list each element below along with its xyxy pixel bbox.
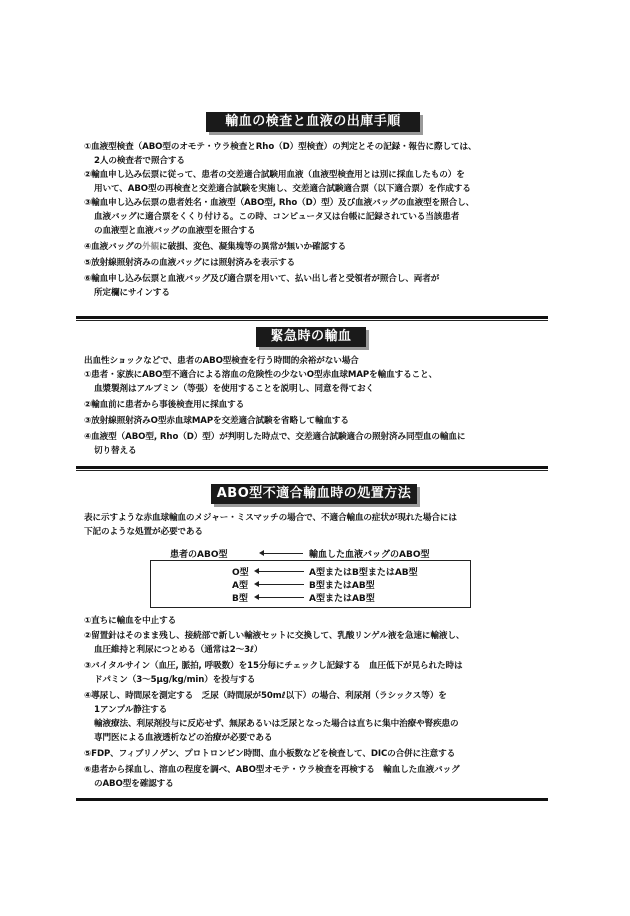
s3-line-5: ドパミン（3～5μg/kg/min）を投与する (94, 675, 256, 685)
row2-arrow (258, 584, 304, 585)
s3-intro-1: 表に示すような赤血球輸血のメジャー・ミスマッチの場合で、不適合輸血の症状が現れた場合には (84, 513, 457, 523)
divider-3 (76, 798, 548, 801)
divider-1 (76, 316, 548, 319)
table-header-bag: 輸血した血液バッグのABO型 (309, 550, 430, 560)
s1-line-10: ⑥輸血申し込み伝票と血液バッグ及び適合票を用いて、払い出し者と受領者が照合し、両者が (84, 274, 440, 284)
s2-line-7: 切り替える (94, 446, 137, 456)
divider-2 (76, 466, 548, 469)
s3-line-11: ⑥患者から採血し、溶血の程度を調べ、ABO型オモテ・ウラ検査を再検する 輸血した血液バッグ (84, 765, 460, 775)
s1-line-5: ③輸血申し込み伝票の患者姓名・血液型（ABO型, Rho（D）型）及び血液バッグの血液型を照合し、 (84, 198, 475, 208)
row1-bag: A型またはB型またはAB型 (309, 568, 418, 578)
s3-line-12: のABO型を確認する (94, 779, 174, 789)
s2-line-2: ①患者・家族にABO型不適合による溶血の危険性の少ないO型赤血球MAPを輸血すること、 (84, 370, 438, 380)
s1-line-8-a: ④血液バッグの (84, 242, 143, 252)
s3-line-2: ②留置針はそのまま残し、接続部で新しい輸液セットに交換して、乳酸リンゲル液を急速に輸液し、 (84, 631, 465, 641)
s1-line-2: 2人の検査者で照合する (94, 156, 185, 166)
s3-line-4: ③バイタルサイン（血圧, 脈拍, 呼吸数）を15分毎にチェックし記録する 血圧低下が見られた時は (84, 661, 463, 671)
s2-line-6: ④血液型（ABO型, Rho（D）型）が判明した時点で、交差適合試験適合の照射済み同型血の輸血に (84, 432, 466, 442)
s1-line-3: ②輸血申し込み伝票に従って、患者の交差適合試験用血液（血液型検査用とは別に採血したもの）を (84, 170, 465, 180)
s3-line-3: 血圧維持と利尿につとめる（通常は2～3ℓ） (94, 645, 263, 655)
s3-line-7: 1アンプル静注する (94, 705, 168, 715)
s3-line-1: ①直ちに輸血を中止する (84, 616, 177, 626)
s1-line-8-highlight: 外観 (142, 242, 160, 252)
row2-bag: B型またはAB型 (309, 581, 375, 591)
s3-line-10: ⑤FDP、フィブリノゲン、プロトロンビン時間、血小板数などを検査して、DICの合併に注意する (84, 749, 456, 759)
s3-line-9: 専門医による血液透析などの治療が必要である (94, 733, 273, 743)
s1-line-8-b: に破損、変色、凝集塊等の異常が無いか確認する (159, 242, 347, 252)
s3-intro-2: 下記のような処置が必要である (84, 527, 203, 537)
row1-patient: O型 (232, 568, 249, 578)
row3-patient: B型 (232, 594, 248, 604)
section-title-abo-mismatch: ABO型不適合輸血時の処置方法 (211, 484, 417, 504)
s2-line-1: 出血性ショックなどで、患者のABO型検査を行う時間的余裕がない場合 (84, 356, 359, 366)
s1-line-1: ①血液型検査（ABO型のオモテ・ウラ検査とRho（D）型検査）の判定とその記録・報告に際しては、 (84, 142, 477, 152)
s1-line-4: 用いて、ABO型の再検査と交差適合試験を実施し、交差適合試験適合票（以下適合票）を作成する (94, 184, 471, 194)
s2-line-3: 血漿製剤はアルブミン（等張）を使用することを説明し、同意を得ておく (94, 384, 374, 394)
row3-bag: A型またはAB型 (309, 594, 375, 604)
s3-line-8: 輸液療法、利尿剤投与に反応せず、無尿あるいは乏尿となった場合は直ちに集中治療や腎疾患の (94, 719, 459, 729)
s1-line-8 (84, 240, 346, 254)
s2-line-5: ③放射線照射済みO型赤血球MAPを交差適合試験を省略して輸血する (84, 416, 349, 426)
header-arrow (263, 553, 303, 554)
section-title-blood-issue: 輸血の検査と血液の出庫手順 (206, 112, 420, 132)
row3-arrow (258, 597, 304, 598)
section-title-emergency: 緊急時の輸血 (256, 327, 366, 347)
s3-line-6: ④導尿し、時間尿を測定する 乏尿（時間尿が50mℓ以下）の場合、利尿剤（ラシックス等）を (84, 691, 447, 701)
divider-2-thin (76, 470, 548, 471)
s1-line-11: 所定欄にサインする (94, 288, 170, 298)
row1-arrow (258, 571, 304, 572)
s2-line-4: ②輸血前に患者から事後検査用に採血する (84, 400, 245, 410)
row2-patient: A型 (232, 581, 248, 591)
s1-line-6: 血液バッグに適合票をくくり付ける。この時、コンピュータ又は台帳に記録されている当該患者 (94, 212, 460, 222)
s1-line-7: の血液型と血液バッグの血液型を照合する (94, 226, 256, 236)
s1-line-9: ⑤放射線照射済みの血液バッグには照射済みを表示する (84, 258, 296, 268)
divider-1-thin (76, 320, 548, 321)
table-header-patient: 患者のABO型 (170, 550, 228, 560)
